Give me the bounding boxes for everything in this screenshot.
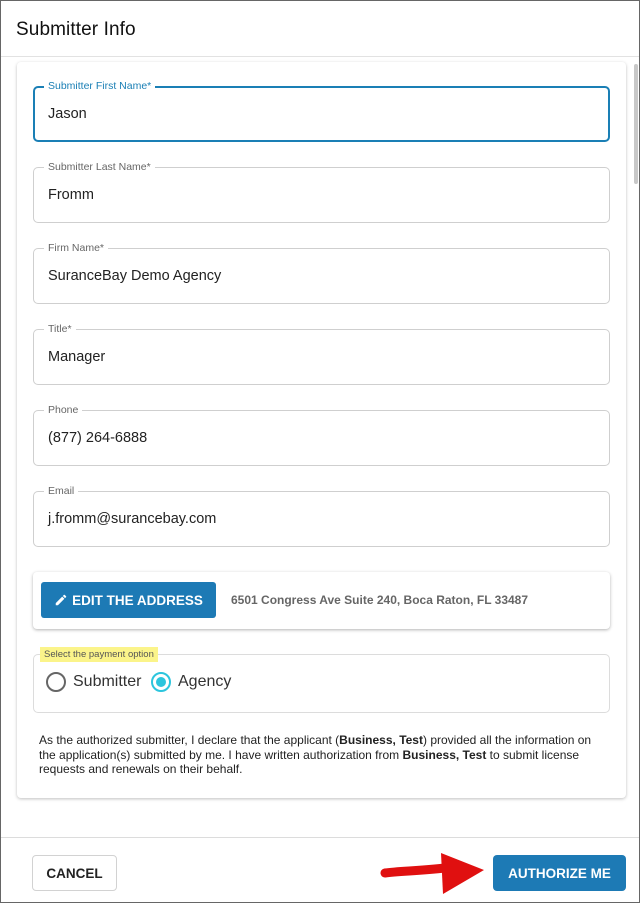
email-label: Email (44, 484, 78, 498)
radio-option-submitter[interactable] (46, 672, 141, 692)
authorize-me-button[interactable]: AUTHORIZE ME (493, 855, 626, 891)
edit-address-label: EDIT THE ADDRESS (72, 592, 203, 608)
firm-name-field[interactable] (33, 242, 610, 304)
declaration-text: As the authorized submitter, I declare that the applicant (Business, Test) provided all the information on the application(s) submitted by me. I have written authorization from Business, Test to submit license requests and renewals on their behalf. (39, 733, 592, 776)
form-card (17, 62, 626, 798)
first-name-field[interactable] (33, 80, 610, 142)
address-text: 6501 Congress Ave Suite 240, Boca Raton, FL 33487 (231, 593, 529, 607)
first-name-label: Submitter First Name* (44, 79, 155, 93)
radio-option-agency[interactable] (151, 672, 231, 692)
payment-option-group (33, 649, 610, 713)
scrollbar[interactable] (634, 64, 638, 184)
email-field[interactable] (33, 485, 610, 547)
title-field[interactable] (33, 323, 610, 385)
email-value[interactable]: j.fromm@surancebay.com (48, 511, 217, 527)
phone-label: Phone (44, 403, 82, 417)
phone-field[interactable] (33, 404, 610, 466)
dialog-title: Submitter Info (16, 19, 136, 40)
last-name-field[interactable] (33, 161, 610, 223)
last-name-label: Submitter Last Name* (44, 160, 155, 174)
phone-value[interactable]: (877) 264-6888 (48, 430, 148, 446)
address-section (33, 572, 610, 629)
dialog-footer (1, 837, 639, 903)
title-value[interactable]: Manager (48, 349, 106, 365)
edit-address-button[interactable] (41, 582, 216, 618)
title-label: Title* (44, 322, 76, 336)
cancel-button[interactable]: CANCEL (32, 855, 117, 891)
pencil-icon (54, 593, 68, 607)
payment-option-label: Select the payment option (40, 647, 158, 662)
dialog-header (1, 1, 639, 57)
first-name-value[interactable]: Jason (48, 106, 87, 122)
last-name-value[interactable]: Fromm (48, 187, 94, 203)
firm-name-label: Firm Name* (44, 241, 108, 255)
dialog-content (1, 58, 639, 837)
red-arrow-icon (379, 850, 487, 896)
firm-name-value[interactable]: SuranceBay Demo Agency (48, 268, 222, 284)
submitter-radio[interactable] (46, 672, 66, 692)
agency-radio[interactable] (151, 672, 171, 692)
submitter-radio-label: Submitter (73, 673, 142, 690)
agency-radio-label: Agency (178, 673, 232, 690)
